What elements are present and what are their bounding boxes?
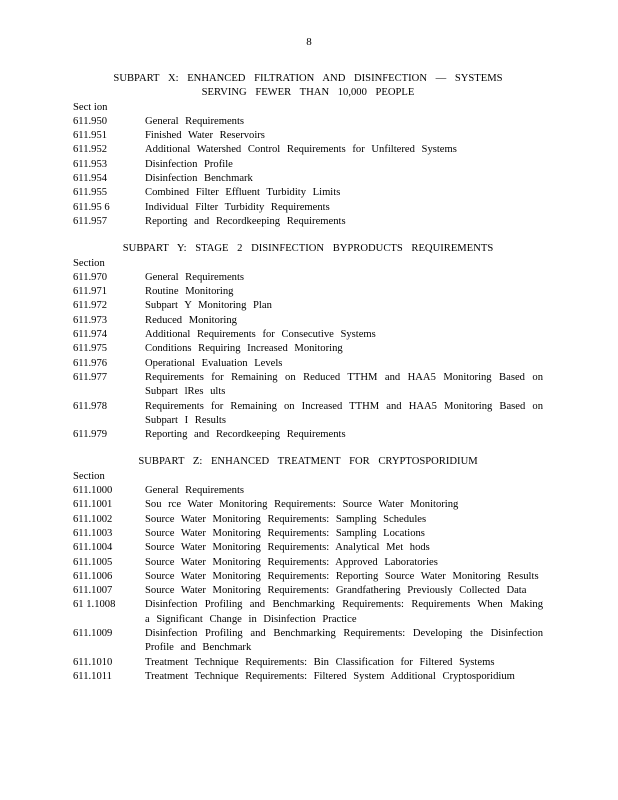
section-number: 611.973 — [73, 314, 108, 326]
section-title: Source Water Monitoring Requirements: Reporting Source Water Monitoring Results — [145, 570, 539, 582]
list-item — [73, 357, 543, 371]
subpart-z — [73, 455, 543, 684]
subpart-heading-continued: SERVING FEWER THAN 10,000 PEOPLE — [201, 87, 415, 99]
section-number: 611.972 — [73, 300, 108, 312]
list-item — [73, 172, 543, 186]
section-title: Subpart Y Monitoring Plan — [145, 300, 272, 312]
list-item — [73, 271, 543, 285]
section-title: Treatment Technique Requirements: Filtered System Additional Cryptosporidium — [145, 670, 515, 682]
section-number: 611.978 — [73, 400, 108, 412]
section-number: 611.1003 — [73, 527, 113, 539]
section-number: 611.953 — [73, 158, 108, 170]
section-number: 611.1009 — [73, 627, 113, 639]
section-title: Reduced Monitoring — [145, 314, 237, 326]
list-item — [73, 129, 543, 143]
section-title: Source Water Monitoring Requirements: Grandfathering Previously Collected Data — [145, 585, 527, 597]
section-title: Reporting and Recordkeeping Requirements — [145, 215, 346, 227]
section-title: Disinfection Profile — [145, 158, 233, 170]
list-item — [73, 285, 543, 299]
page-number: 8 — [306, 36, 312, 48]
section-number: 611.954 — [73, 173, 108, 185]
list-item — [73, 498, 543, 512]
section-number: 611.1006 — [73, 570, 113, 582]
subpart-heading: SUBPART Y: STAGE 2 DISINFECTION BYPRODUCTS REQUIREMENTS — [122, 243, 494, 255]
section-number: 611.951 — [73, 130, 108, 142]
list-item — [73, 299, 543, 313]
list-item — [73, 143, 543, 157]
section-number: 611.974 — [73, 329, 108, 341]
list-item — [73, 186, 543, 200]
section-title: Combined Filter Effluent Turbidity Limits — [145, 187, 341, 199]
spacer — [73, 229, 543, 242]
section-title: Source Water Monitoring Requirements: Sampling Schedules — [145, 513, 427, 525]
section-number: 611.976 — [73, 357, 108, 369]
section-title: Requirements for Remaining on Reduced TTHM and HAA5 Monitoring Based on Subpart lRes ults — [145, 371, 543, 398]
section-title: General Requirements — [145, 485, 245, 497]
list-item — [73, 484, 543, 498]
list-item — [73, 201, 543, 215]
section-column-label: Section — [73, 470, 105, 482]
list-item — [73, 627, 543, 656]
section-number: 611.970 — [73, 271, 108, 283]
section-list — [73, 271, 543, 443]
list-item — [73, 371, 543, 400]
section-number: 611.1001 — [73, 499, 113, 511]
list-item — [73, 158, 543, 172]
section-title: Sou rce Water Monitoring Requirements: Source Water Monitoring — [145, 499, 459, 511]
section-column-label: Sect ion — [73, 101, 108, 113]
section-number: 611.1004 — [73, 542, 113, 554]
section-title: Disinfection Benchmark — [145, 173, 253, 185]
list-item — [73, 556, 543, 570]
section-number: 611.952 — [73, 144, 108, 156]
subpart-heading: SUBPART X: ENHANCED FILTRATION AND DISINFECTION — SYSTEMS — [113, 73, 503, 84]
section-number: 611.955 — [73, 187, 108, 199]
table-of-contents — [73, 72, 543, 684]
list-item — [73, 598, 543, 627]
section-number: 611.95 6 — [73, 201, 110, 213]
list-item — [73, 428, 543, 442]
list-item — [73, 115, 543, 129]
section-number: 611.957 — [73, 215, 108, 227]
list-item — [73, 656, 543, 670]
section-title: Additional Watershed Control Requirements for Unfiltered Systems — [145, 144, 457, 156]
list-item — [73, 513, 543, 527]
section-number: 611.1000 — [73, 485, 113, 497]
section-number: 611.1011 — [73, 670, 112, 682]
section-number: 611.977 — [73, 371, 108, 383]
section-number: 611.1010 — [73, 656, 113, 668]
section-number: 611.1002 — [73, 513, 113, 525]
section-title: Disinfection Profiling and Benchmarking Requirements: Developing the Disinfection Profile and Benchmark — [145, 627, 543, 654]
section-title: Requirements for Remaining on Increased TTHM and HAA5 Monitoring Based on Subpart I Results — [145, 400, 543, 426]
subpart-y — [73, 242, 543, 442]
subpart-x — [73, 72, 543, 229]
list-item — [73, 215, 543, 229]
list-item — [73, 400, 543, 429]
section-title: Source Water Monitoring Requirements: Sampling Locations — [145, 527, 425, 539]
list-item — [73, 527, 543, 541]
section-title: Finished Water Reservoirs — [145, 130, 265, 142]
section-title: Source Water Monitoring Requirements: Approved Laboratories — [145, 556, 438, 568]
section-list — [73, 115, 543, 229]
section-title: Treatment Technique Requirements: Bin Classification for Filtered Systems — [145, 656, 495, 668]
list-item — [73, 314, 543, 328]
section-number: 611.950 — [73, 115, 108, 127]
section-title: Additional Requirements for Consecutive Systems — [145, 329, 376, 341]
section-number: 611.971 — [73, 286, 108, 298]
spacer — [73, 442, 543, 455]
section-number: 611.979 — [73, 429, 108, 441]
section-title: Disinfection Profiling and Benchmarking Requirements: Requirements When Making a Significant Change in Disinfection Practice — [145, 599, 543, 625]
section-title: Operational Evaluation Levels — [145, 357, 283, 369]
section-title: Source Water Monitoring Requirements: Analytical Met hods — [145, 542, 430, 554]
section-number: 61 1.1008 — [73, 599, 116, 611]
list-item — [73, 670, 543, 684]
list-item — [73, 584, 543, 598]
section-number: 611.1005 — [73, 556, 113, 568]
list-item — [73, 541, 543, 555]
section-title: Individual Filter Turbidity Requirements — [145, 201, 330, 213]
section-number: 611.975 — [73, 343, 108, 355]
subpart-heading: SUBPART Z: ENHANCED TREATMENT FOR CRYPTOSPORIDIUM — [138, 456, 478, 468]
section-title: General Requirements — [145, 271, 245, 283]
section-title: Routine Monitoring — [145, 286, 234, 298]
section-column-label: Section — [73, 257, 105, 269]
list-item — [73, 342, 543, 356]
section-title: Reporting and Recordkeeping Requirements — [145, 429, 346, 441]
list-item — [73, 570, 543, 584]
section-number: 611.1007 — [73, 585, 113, 597]
section-list — [73, 484, 543, 684]
section-title: General Requirements — [145, 115, 245, 127]
list-item — [73, 328, 543, 342]
section-title: Conditions Requiring Increased Monitoring — [145, 343, 343, 355]
